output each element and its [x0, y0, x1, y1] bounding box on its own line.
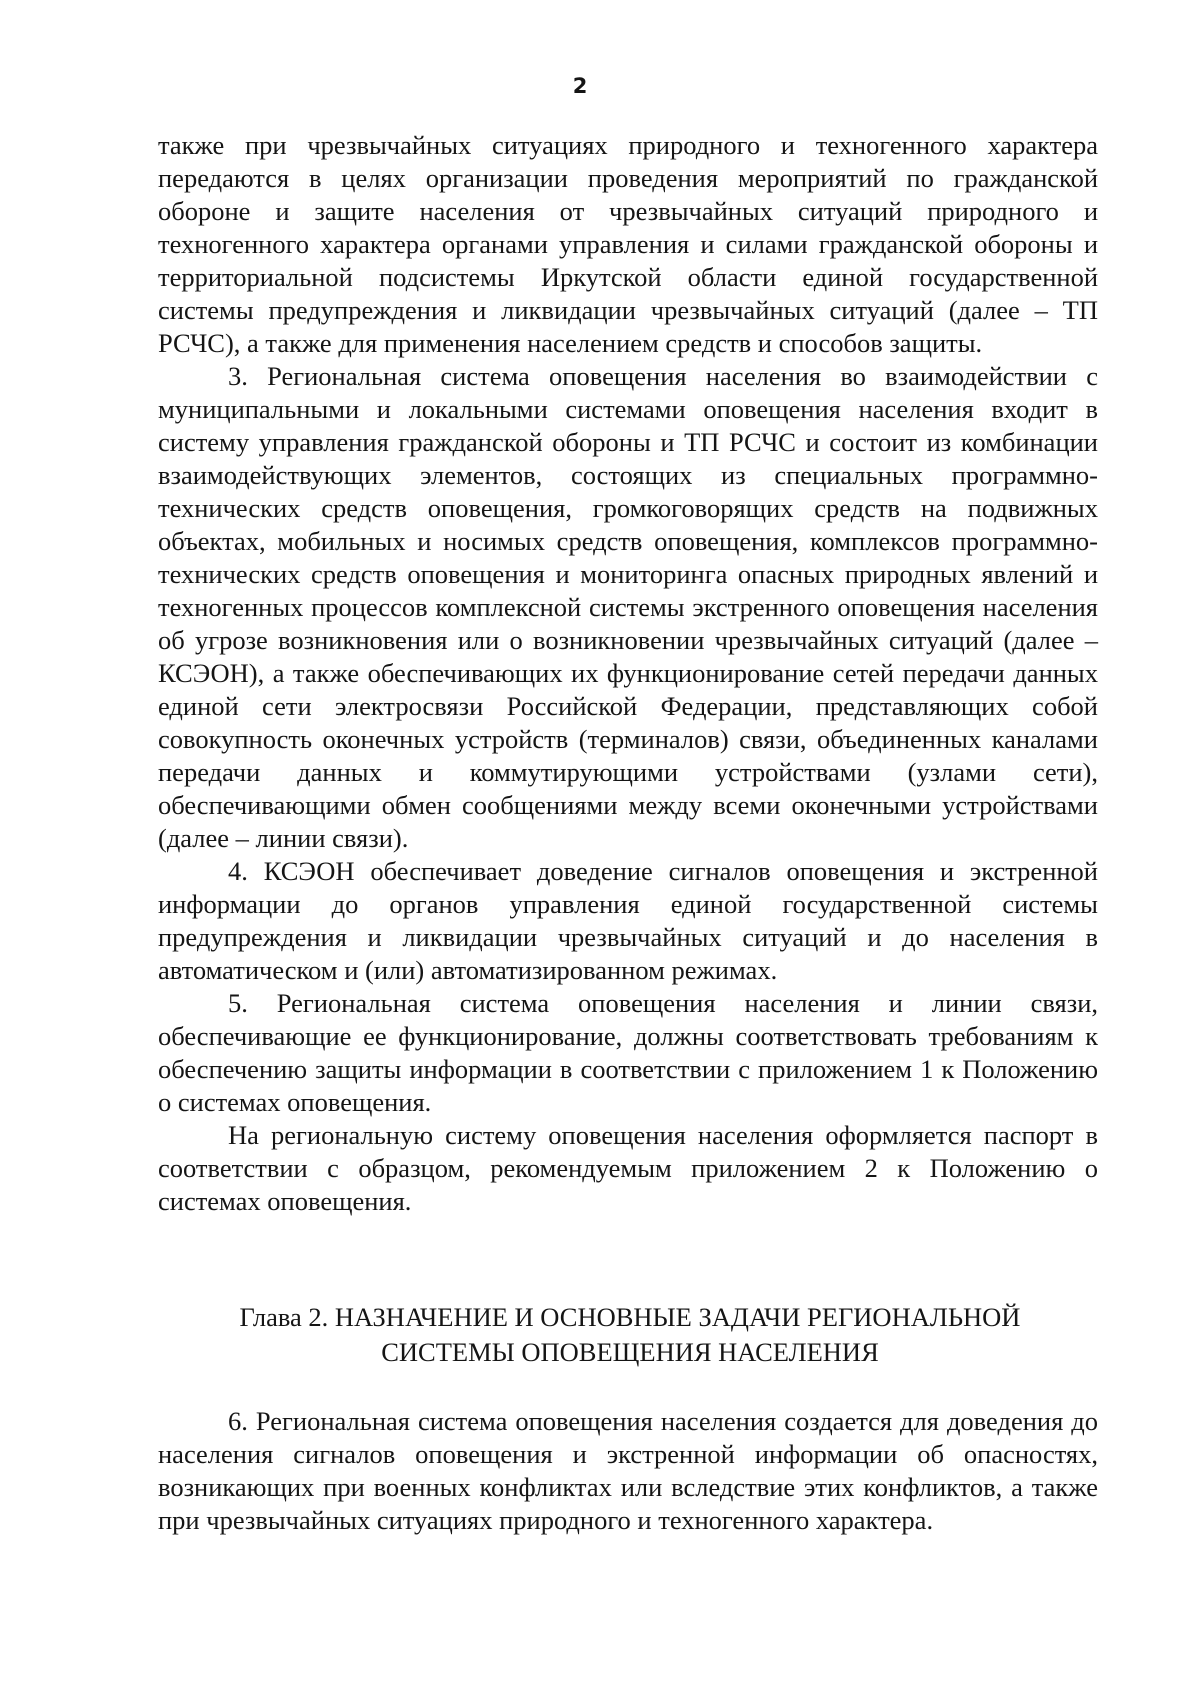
document-body-top — [158, 129, 1098, 1218]
paragraph-5-passport: На региональную систему оповещения населения оформляется паспорт в соответствии с образцом, рекомендуемым приложением 2 к Положению о системах оповещения. — [158, 1120, 1098, 1216]
paragraph-4: 4. КСЭОН обеспечивает доведение сигналов оповещения и экстренной информации до органов управления единой государственной системы предупреждения и ликвидации чрезвычайных ситуаций и до населения в автоматическом и (или) автоматизированном режимах. — [158, 856, 1098, 985]
paragraph-5: 5. Региональная система оповещения населения и линии связи, обеспечивающие ее функционирование, должны соответствовать требованиям к обеспечению защиты информации в соответствии с приложением 1 к Положению о системах оповещения. — [158, 988, 1098, 1117]
paragraph-3: 3. Региональная система оповещения населения во взаимодействии с муниципальными и локальными системами оповещения населения входит в систему управления гражданской обороны и ТП РСЧС и состоит из комбинации взаимодействующих элементов, состоящих из специальных программно-технических средств оповещения, громкоговорящих средств на подвижных объектах, мобильных и носимых средств оповещения, комплексов программно-технических средств оповещения и мониторинга опасных природных явлений и техногенных процессов комплексной системы экстренного оповещения населения об угрозе возникновения или о возникновении чрезвычайных ситуаций (далее – КСЭОН), а также обеспечивающих их функционирование сетей передачи данных единой сети электросвязи Российской Федерации, представляющих собой совокупность оконечных устройств (терминалов) связи, объединенных каналами передачи данных и коммутирующими устройствами (узлами сети), обеспечивающими обмен сообщениями между всеми оконечными устройствами (далее – линии связи). — [158, 361, 1098, 853]
paragraph-6: 6. Региональная система оповещения населения создается для доведения до населения сигналов оповещения и экстренной информации об опасностях, возникающих при военных конфликтах или вследствие этих конфликтов, а также при чрезвычайных ситуациях природного и техногенного характера. — [158, 1406, 1098, 1535]
chapter-heading-line-2: СИСТЕМЫ ОПОВЕЩЕНИЯ НАСЕЛЕНИЯ — [381, 1337, 879, 1367]
paragraph-continuation: также при чрезвычайных ситуациях природного и техногенного характера передаются в целях организации проведения мероприятий по гражданской обороне и защите населения от чрезвычайных ситуаций природного и техногенного характера органами управления и силами гражданской обороны и территориальной подсистемы Иркутской области единой государственной системы предупреждения и ликвидации чрезвычайных ситуаций (далее – ТП РСЧС), а также для применения населением средств и способов защиты. — [158, 130, 1098, 358]
chapter-heading-line-1: Глава 2. НАЗНАЧЕНИЕ И ОСНОВНЫЕ ЗАДАЧИ РЕГИОНАЛЬНОЙ — [239, 1302, 1021, 1332]
page-number: 2 — [572, 74, 588, 98]
chapter-heading — [120, 1300, 1140, 1370]
document-body-bottom — [158, 1405, 1098, 1537]
